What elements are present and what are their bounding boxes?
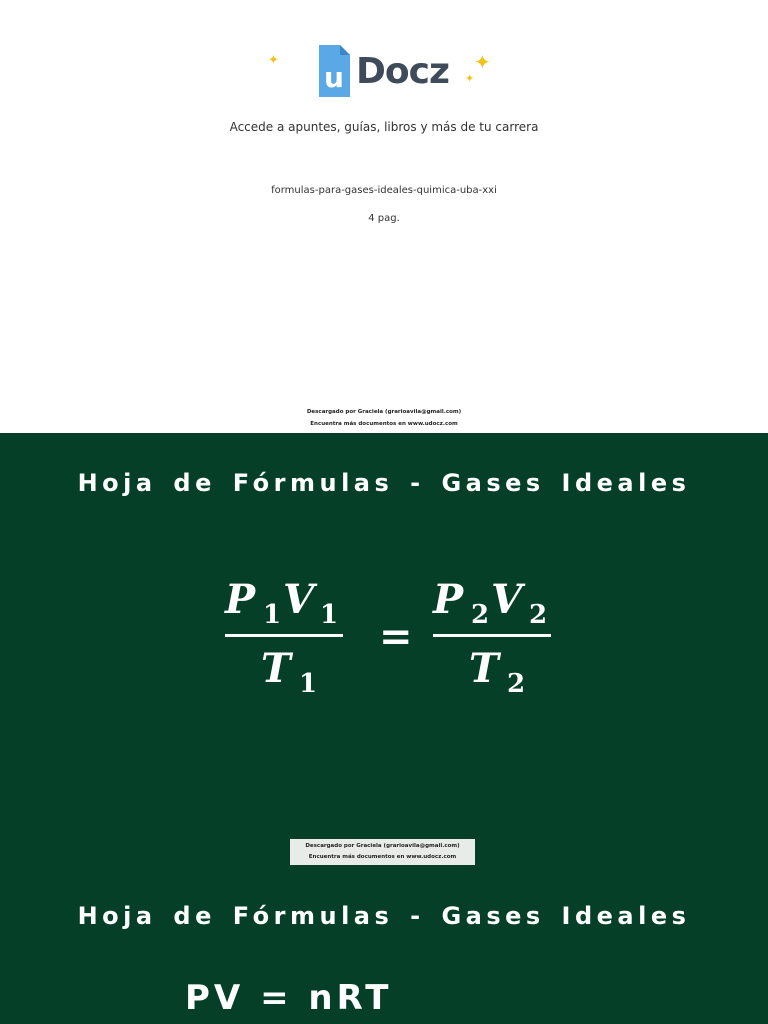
formula-lhs-p: P bbox=[225, 576, 256, 623]
sparkle-icon: ✦ bbox=[268, 53, 279, 68]
slide-title: Hoja de Fórmulas - Gases Ideales bbox=[77, 469, 691, 497]
ideal-gas-formula: PV = nRT bbox=[185, 978, 393, 1018]
page-count: 4 pag. bbox=[368, 213, 400, 224]
udocz-logo-icon bbox=[316, 43, 352, 99]
logo-text: Docz bbox=[356, 50, 449, 92]
formula-rhs-t-sub: 2 bbox=[507, 669, 526, 699]
watermark-box bbox=[290, 839, 475, 865]
watermark-line-2: Encuentra más documentos en www.udocz.com bbox=[310, 421, 458, 427]
formula-lhs-v: V bbox=[283, 576, 315, 623]
logo-mark: u bbox=[324, 61, 344, 94]
document-name: formulas-para-gases-ideales-quimica-uba-xxi bbox=[271, 185, 497, 196]
watermark-line-1: Descargado por Graciela (grarioavila@gmail.com) bbox=[306, 409, 462, 415]
formula-rhs-v-sub: 2 bbox=[529, 600, 548, 630]
formula-lhs-v-sub: 1 bbox=[320, 600, 339, 630]
slide-combined-gas-law bbox=[0, 433, 768, 838]
formula-rhs-fraction-bar bbox=[433, 634, 551, 637]
formula-rhs-t: T bbox=[469, 645, 499, 692]
sparkle-icon: ✦ bbox=[465, 72, 475, 85]
slide-title: Hoja de Fórmulas - Gases Ideales bbox=[77, 902, 691, 930]
tagline: Accede a apuntes, guías, libros y más de tu carrera bbox=[229, 120, 539, 134]
watermark-band bbox=[0, 838, 768, 866]
formula-lhs-t-sub: 1 bbox=[299, 669, 318, 699]
formula-lhs-p-sub: 1 bbox=[263, 600, 282, 630]
formula-rhs-v: V bbox=[491, 576, 523, 623]
formula-lhs-fraction-bar bbox=[225, 634, 343, 637]
formula-lhs-t: T bbox=[261, 645, 291, 692]
formula-rhs-p: P bbox=[433, 576, 464, 623]
cover-page bbox=[0, 0, 768, 433]
udocz-logo[interactable] bbox=[316, 42, 449, 100]
watermark-line-1: Descargado por Graciela (grarioavila@gmail.com) bbox=[305, 843, 460, 849]
formula-equals: = bbox=[379, 613, 413, 660]
watermark-line-2: Encuentra más documentos en www.udocz.com bbox=[308, 854, 457, 860]
sparkle-icon: ✦ bbox=[474, 50, 491, 74]
combined-gas-law-formula bbox=[215, 568, 560, 703]
slide-ideal-gas-law bbox=[0, 866, 768, 1024]
formula-rhs-p-sub: 2 bbox=[471, 600, 490, 630]
